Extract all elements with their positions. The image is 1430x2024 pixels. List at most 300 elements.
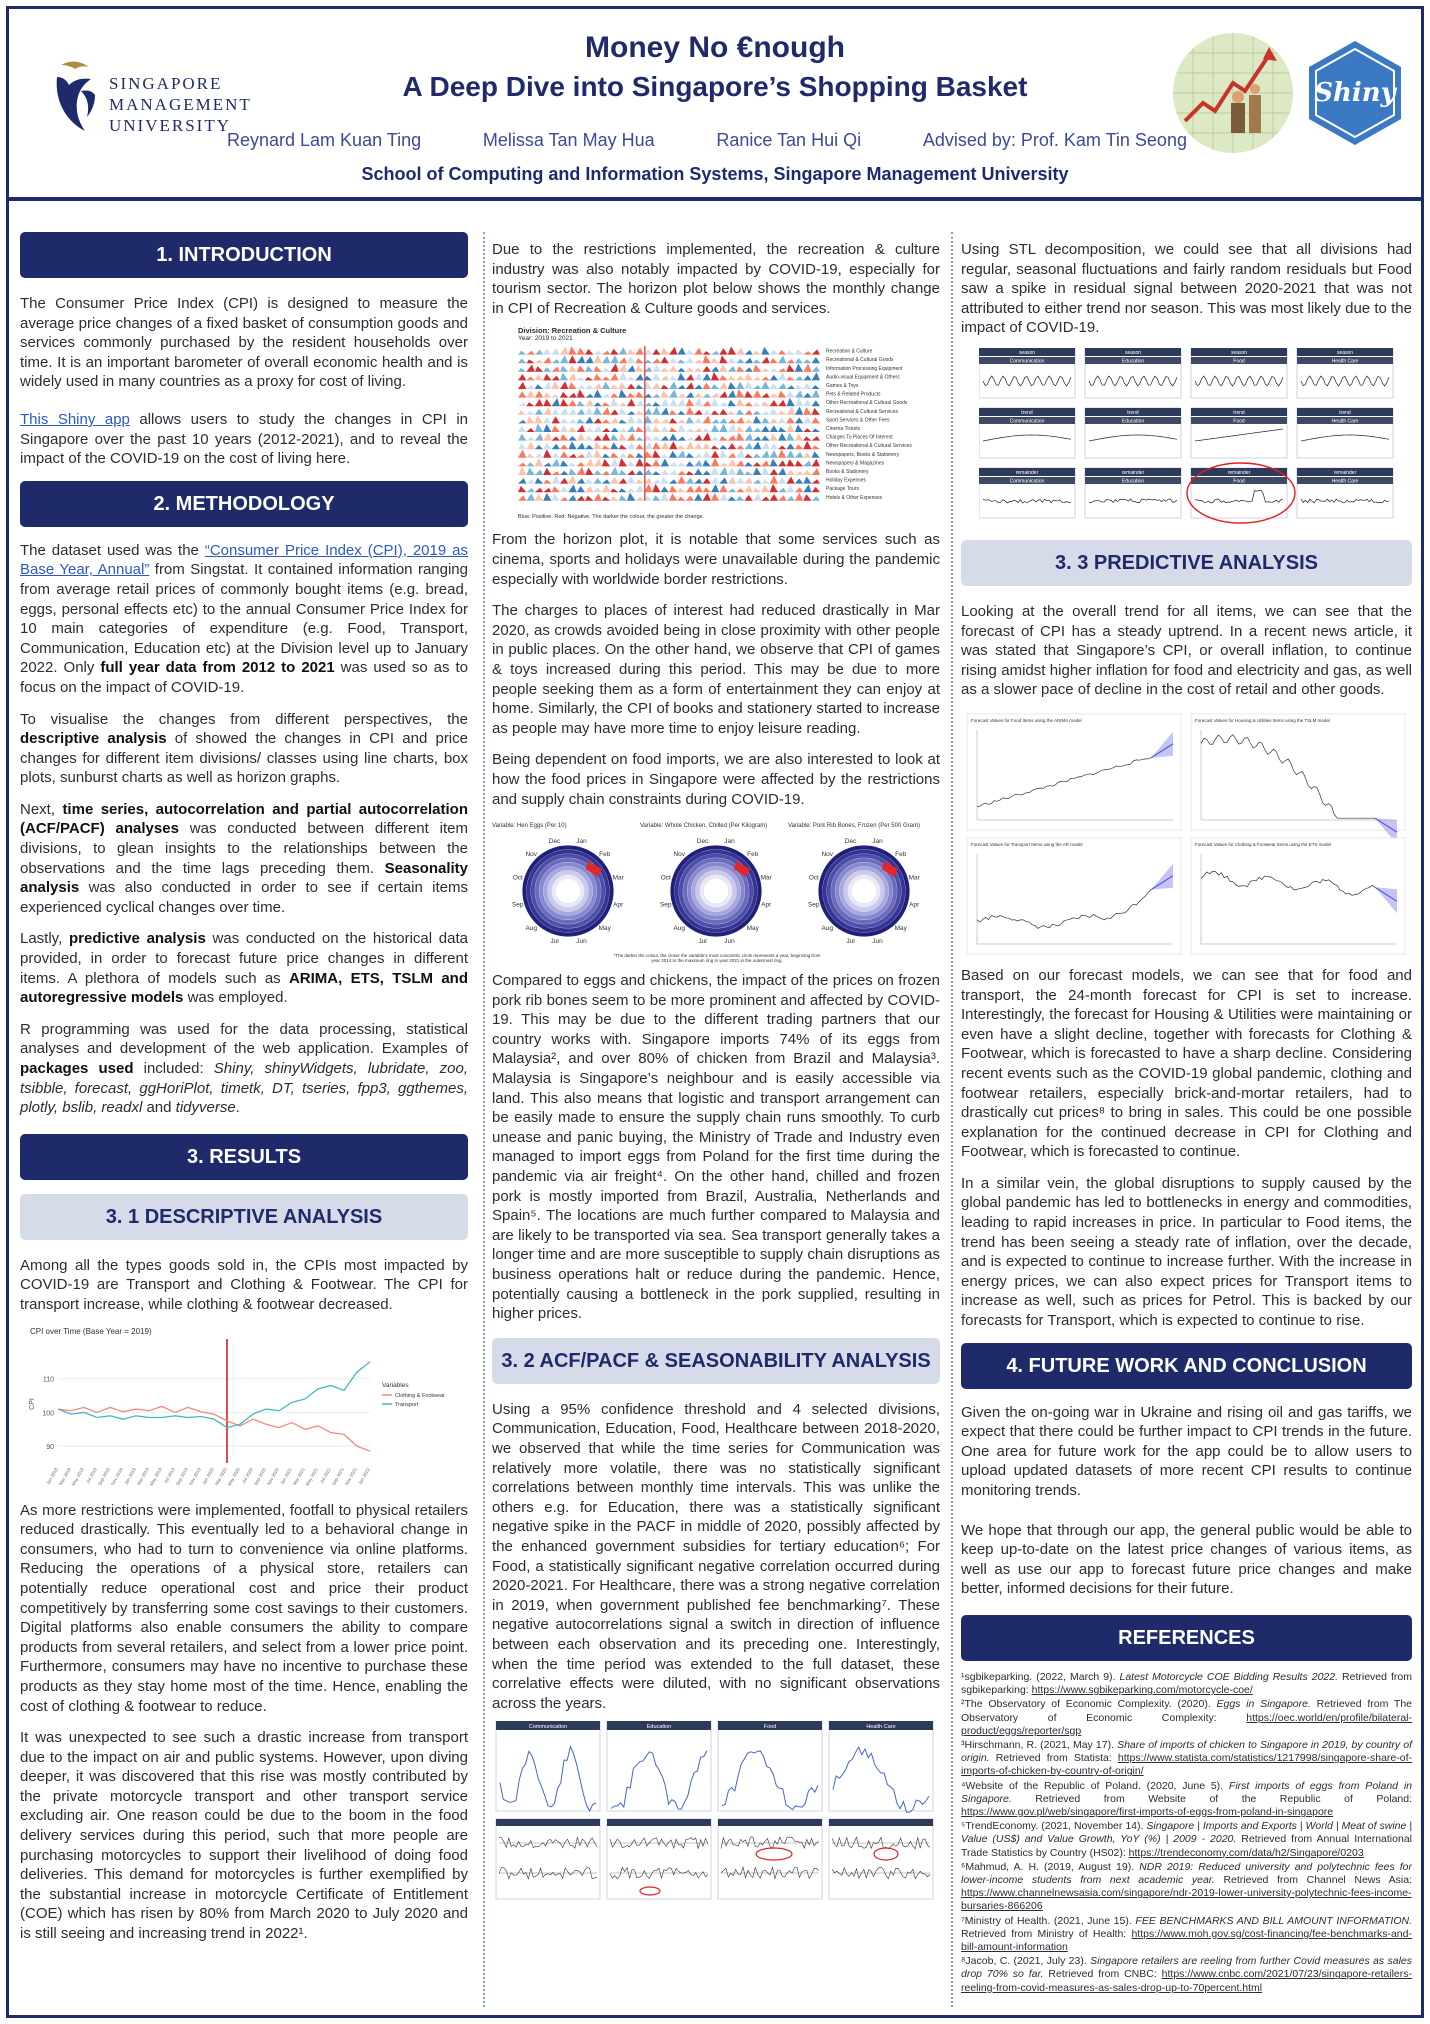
horizon-band <box>703 383 711 389</box>
horizon-band <box>795 425 803 432</box>
horizon-band <box>560 478 568 484</box>
horizon-band <box>535 399 543 406</box>
horizon-band <box>719 392 727 398</box>
horizon-band <box>803 364 811 372</box>
horizon-band <box>610 418 618 424</box>
method-p4-b: was conducted on the historical data provided, in order to forecast future price changes in different items. A plethora of models such as <box>20 930 469 987</box>
horizon-band <box>552 376 560 381</box>
horizon-band <box>585 496 593 501</box>
reference-url[interactable]: https://oec.world/en/profile/bilateral-product/eggs/reporter/sgp <box>961 1711 1412 1737</box>
horizon-band <box>711 493 719 501</box>
horizon-band <box>627 416 635 424</box>
horizon-band <box>711 451 719 458</box>
horizon-band <box>677 411 685 415</box>
horizon-band <box>560 497 568 501</box>
radial-month-label: Mar <box>612 874 624 882</box>
radial-month-label: Jun <box>872 938 883 946</box>
method-p4-bold1: predictive analysis <box>68 930 206 948</box>
horizon-band <box>786 477 794 484</box>
horizon-band <box>812 429 820 433</box>
horizon-band <box>627 349 635 355</box>
horizon-band <box>619 364 627 372</box>
horizon-band <box>535 375 543 381</box>
horizon-band <box>652 407 660 415</box>
stl-division-label: Communication <box>1009 478 1045 485</box>
horizon-band <box>795 376 803 380</box>
horizon-band <box>786 444 794 450</box>
horizon-band <box>585 400 593 406</box>
horizon-band <box>652 418 660 423</box>
horizon-band <box>610 497 618 501</box>
horizon-band <box>786 496 794 501</box>
horizon-band <box>795 385 803 389</box>
horizon-row-label: Games & Toys <box>826 383 859 390</box>
horizon-band <box>635 392 643 398</box>
horizon-band <box>543 349 551 355</box>
horizon-band <box>786 424 794 432</box>
horizon-band <box>719 356 727 364</box>
horizon-band <box>728 358 736 363</box>
horizon-band <box>812 401 820 407</box>
cpi-x-tick: Nov 2019 <box>187 1466 202 1486</box>
horizon-band <box>602 459 610 467</box>
horizon-band <box>745 478 753 484</box>
desc-paragraph-1: Among all the types goods sold in, the CPIs most impacted by COVID-19 are Transport and Clothing & Footwear. The CPI for transport increase, while clothing & footwear decreased. <box>20 1256 468 1313</box>
col3-paragraph-4: In a similar vein, the global disruptions to supply caused by the global pandemic has led to bottlenecks in energy and commodities, leading to rapid increases in price. In particular to Food items, the trend has been seeing a steady rate of inflation, over the decade, and is expected to continue to increase further. With the increase in energy prices, we can also expect prices for Transport items to increase as well, such as prices for Petrol. This is backed by our forecasts for Transport, which is expected to continue to rise. <box>961 1174 1412 1330</box>
horizon-band <box>703 460 711 467</box>
horizon-band <box>719 365 727 372</box>
horizon-band <box>568 463 576 467</box>
horizon-band <box>526 442 534 450</box>
horizon-band <box>778 400 786 406</box>
horizon-band <box>728 489 736 493</box>
horizon-band <box>728 444 736 450</box>
horizon-band <box>610 364 618 372</box>
cpi-y-tick: 100 <box>42 1409 54 1417</box>
horizon-band <box>694 494 702 501</box>
horizon-band <box>694 385 702 389</box>
horizon-band <box>753 454 761 458</box>
horizon-band <box>543 367 551 372</box>
horizon-band <box>669 462 677 466</box>
horizon-band <box>594 436 602 441</box>
horizon-band <box>594 470 602 475</box>
horizon-band <box>703 366 711 372</box>
horizon-band <box>560 426 568 433</box>
poster-header <box>9 9 1421 201</box>
horizon-band <box>703 351 711 354</box>
method-p5-bold: packages used <box>20 1060 134 1077</box>
stl-decomposition-figure <box>979 348 1399 528</box>
horizon-band <box>686 407 694 415</box>
horizon-band <box>518 420 526 423</box>
poster-title: Money No €nough <box>585 31 845 64</box>
horizon-band <box>770 451 778 458</box>
horizon-band <box>661 419 669 424</box>
horizon-band <box>745 391 753 398</box>
horizon-band <box>568 366 576 372</box>
horizon-row-label: Cinema Tickets <box>826 426 861 433</box>
reference-source: Retrieved from Channel News Asia: <box>1214 1874 1413 1887</box>
horizon-band <box>719 451 727 458</box>
stl-division-label: Education <box>1121 418 1145 425</box>
rising-chart-logo <box>1173 33 1293 153</box>
acf-bottom-panel-header <box>496 1819 600 1826</box>
radial-month-label: May <box>746 924 759 932</box>
horizon-band <box>594 442 602 450</box>
horizon-row-label: Books & Stationery <box>826 469 869 476</box>
acf-bottom-panel-header <box>829 1819 933 1826</box>
horizon-band <box>719 349 727 355</box>
horizon-band <box>518 368 526 372</box>
stl-row-label: season <box>1336 349 1354 356</box>
horizon-band <box>694 393 702 398</box>
horizon-band <box>552 472 560 476</box>
horizon-band <box>635 401 643 407</box>
col2-paragraph-1: Due to the restrictions implemented, the recreation & culture industry was also notably impacted by COVID-19, especially for tourism sector. The horizon plot below shows the monthly change in CPI of Recreation & Culture goods and services. <box>492 241 940 317</box>
horizon-band <box>719 463 727 467</box>
cpi-x-tick: May 2021 <box>304 1466 319 1487</box>
horizon-band <box>594 459 602 467</box>
col2-paragraph-6: Using a 95% confidence threshold and 4 selected divisions, Communication, Education, Food, Healthcare between 2018-2020, we observed that while the time series for Communication was relatively more volatile, there was no statistically significant correlations between monthly time intervals. This was unlike the others e.g. for Education, there was a statistically significant negative spike in the PACF in middle of 2020, possibly affected by the enhanced government subsidies for tertiary education⁶; For Food, a statistically significant negative correlation occurred during 2020-2021. For Healthcare, there was a strong negative correlation in 2019, when government published fee benchmarking⁷. These negative autocorrelations signal a switch in direction of influence between each observation and its preceding one. Interestingly, when the time period was extended to the full dataset, these correlative effects were diluted, with no significant observations across the years. <box>492 1400 940 1712</box>
horizon-row-label: Charges To Places Of Interest <box>826 434 893 441</box>
horizon-band <box>770 400 778 406</box>
horizon-band <box>786 365 794 372</box>
radial-caption: *The darker the colour, the closer the variable’s most concentric circle represents a year, beginning from year 2014 to the maximum ring in year 2021 in the outermost ring. <box>613 953 821 964</box>
horizon-band <box>761 393 769 398</box>
horizon-band <box>728 497 736 501</box>
horizon-band <box>552 349 560 355</box>
acf-top-panel-title: Education <box>646 1724 672 1731</box>
forecast-panel-title: Forecast Values for Transport Items using the AR model <box>971 841 1083 847</box>
horizon-band <box>803 400 811 407</box>
horizon-band <box>552 417 560 424</box>
horizon-band <box>786 386 794 390</box>
horizon-band <box>610 394 618 398</box>
method-p2-a: To visualise the changes from different perspectives, the <box>20 710 468 728</box>
reference-source: Retrieved from The Observatory of Economic Complexity: <box>961 1698 1413 1724</box>
horizon-band <box>677 420 685 424</box>
horizon-row-label: Hotels & Other Expenses <box>826 495 883 502</box>
reference-url[interactable]: https://www.moh.gov.sg/cost-financing/fee-benchmarks-and-bill-amount-information <box>961 1927 1412 1954</box>
horizon-band <box>652 480 660 484</box>
horizon-band <box>694 454 702 458</box>
radial-month-label: Apr <box>909 901 920 909</box>
horizon-band <box>745 358 753 363</box>
horizon-band <box>795 445 803 450</box>
author-3: Ranice Tan Hui Qi <box>716 130 862 150</box>
horizon-band <box>619 383 627 389</box>
horizon-band <box>661 436 669 441</box>
horizon-band <box>560 471 568 475</box>
radial-month-label: Oct <box>808 874 819 882</box>
horizon-band <box>585 459 593 467</box>
horizon-band <box>686 383 694 390</box>
horizon-band <box>669 347 677 355</box>
horizon-band <box>577 377 585 381</box>
cpi-line-chart <box>20 1323 468 1491</box>
horizon-band <box>677 373 685 380</box>
horizon-band <box>568 356 576 364</box>
horizon-band <box>535 366 543 372</box>
horizon-band <box>803 453 811 458</box>
forecast-panel-title: Forecast Values for Clothing & Footwear Items using the ETS model <box>1195 841 1331 847</box>
horizon-band <box>619 470 627 475</box>
horizon-band <box>812 418 820 424</box>
horizon-band <box>552 367 560 372</box>
method-p4-bold2: ARIMA, ETS, TSLM and autoregressive models <box>20 969 468 1007</box>
method-p2-b: of showed the changes in CPI and price changes for different item divisions/ classes using line charts, box plots, sunburst charts as well as horizon graphs. <box>20 730 468 787</box>
stl-division-label: Health Care <box>1331 418 1359 425</box>
horizon-band <box>652 472 660 476</box>
stl-division-label: Food <box>1233 478 1245 485</box>
horizon-band <box>761 451 769 458</box>
horizon-band <box>711 437 719 441</box>
horizon-band <box>786 433 794 441</box>
horizon-band <box>518 478 526 484</box>
horizon-band <box>812 459 820 467</box>
horizon-band <box>770 375 778 381</box>
radial-month-label: May <box>894 924 907 932</box>
reference-source: Retrieved from Annual International Trade Statistics by Country (HS02): <box>961 1833 1412 1859</box>
horizon-band <box>686 442 694 450</box>
horizon-band <box>602 356 610 363</box>
reference-url[interactable]: https://www.sgbikeparking.com/motorcycle-coe/ <box>1031 1684 1253 1697</box>
horizon-band <box>652 436 660 441</box>
method-p1-c: was used so as to focus on the impact of COVID-19. <box>20 659 469 696</box>
horizon-band <box>594 355 602 363</box>
reference-item <box>961 1820 1412 1860</box>
forecast-figure <box>961 708 1412 960</box>
reference-url[interactable]: https://www.cnbc.com/2021/07/23/singapore-retailers-reeling-from-covid-measures-as-sales-drop-up-to-70percent.html <box>961 1968 1413 1994</box>
horizon-band <box>703 429 711 433</box>
horizon-band <box>711 484 719 492</box>
horizon-band <box>786 359 794 363</box>
radial-month-label: May <box>598 924 611 932</box>
horizon-band <box>694 479 702 484</box>
horizon-band <box>694 398 702 406</box>
horizon-band <box>652 373 660 381</box>
horizon-band <box>577 478 585 484</box>
reference-url[interactable]: https://www.gov.pl/web/singapore/first-imports-of-eggs-from-poland-in-singapore <box>961 1806 1334 1818</box>
horizon-band <box>627 393 635 398</box>
horizon-band <box>786 391 794 398</box>
horizon-band <box>803 441 811 449</box>
horizon-band <box>728 420 736 424</box>
horizon-band <box>635 418 643 424</box>
horizon-band <box>577 425 585 432</box>
horizon-band <box>526 365 534 372</box>
horizon-band <box>753 442 761 450</box>
horizon-band <box>736 461 744 467</box>
horizon-band <box>543 374 551 381</box>
horizon-band <box>602 497 610 501</box>
desc-paragraph-3: It was unexpected to see such a drastic increase from transport due to the impact on air and public systems. However, upon diving deeper, it was discovered that this rise was mostly contributed by the private motorcycle transport and other transport service excluding air. One reason could be due to the boom in the food delivery services during this period, such that more people are purchasing motorcycles to support their livelihood of doing food deliveries. This demand for motorcycles is further exemplified by the substantial increase in motorcycle Certificate of Entitlement (COE) which has risen by 80% from March 2020 to July 2020 and is still seeing and increasing trend in 2022¹. <box>20 1729 468 1943</box>
horizon-band <box>526 454 534 458</box>
horizon-band <box>560 392 568 398</box>
horizon-band <box>568 409 576 415</box>
horizon-band <box>677 425 685 432</box>
horizon-band <box>677 463 685 467</box>
horizon-band <box>770 394 778 398</box>
column-separator-1 <box>483 232 485 2007</box>
horizon-band <box>535 434 543 441</box>
horizon-band <box>728 468 736 476</box>
horizon-band <box>535 445 543 449</box>
reference-url[interactable]: https://www.statista.com/statistics/1217998/singapore-share-of-imports-of-chicken-by-country-of-origin/ <box>961 1752 1412 1778</box>
cpi-x-tick: May 2020 <box>226 1466 241 1487</box>
horizon-band <box>585 479 593 484</box>
horizon-band <box>568 393 576 398</box>
horizon-band <box>711 467 719 475</box>
cpi-x-tick: Nov 2020 <box>265 1466 280 1486</box>
horizon-row-label: Sport Services & Other Fees <box>826 417 890 424</box>
acf-top-panel-title: Health Care <box>866 1724 896 1731</box>
horizon-band <box>535 470 543 475</box>
reference-url[interactable]: https://www.channelnewsasia.com/singapore/ndr-2019-lower-university-polytechnic-fees-income-bursaries-866206 <box>961 1887 1412 1913</box>
horizon-band <box>745 368 753 372</box>
horizon-row-label: Holiday Expenses <box>826 477 867 484</box>
horizon-band <box>694 435 702 441</box>
horizon-band <box>635 453 643 458</box>
horizon-band <box>728 453 736 458</box>
horizon-band <box>736 359 744 364</box>
horizon-band <box>719 375 727 380</box>
horizon-band <box>795 407 803 415</box>
horizon-band <box>745 495 753 501</box>
horizon-band <box>719 478 727 484</box>
horizon-band <box>795 349 803 355</box>
horizon-band <box>736 389 744 398</box>
cpi-x-tick: Mar 2019 <box>136 1466 150 1486</box>
horizon-band <box>602 454 610 458</box>
horizon-band <box>661 391 669 398</box>
cpi-chart-svg <box>20 1323 468 1491</box>
shiny-app-link[interactable]: This Shiny app <box>20 410 130 428</box>
horizon-band <box>770 476 778 484</box>
horizon-band <box>560 399 568 406</box>
cpi-x-tick: Sep 2020 <box>252 1466 267 1486</box>
horizon-band <box>761 442 769 449</box>
acf-pacf-figure <box>492 1721 940 1901</box>
horizon-band <box>610 477 618 484</box>
horizon-band <box>610 349 618 355</box>
horizon-plot <box>516 326 916 522</box>
horizon-band <box>719 467 727 475</box>
horizon-band <box>585 428 593 432</box>
horizon-row-label: Recreation & Culture <box>826 348 873 355</box>
horizon-row-label: Newspapers, Books & Stationery <box>826 452 900 459</box>
horizon-band <box>669 428 677 433</box>
reference-source: Retrieved from Website of the Republic of Poland: <box>1011 1792 1412 1805</box>
horizon-band <box>786 407 794 415</box>
radial-month-label: Sep <box>807 901 820 909</box>
horizon-band <box>736 445 744 449</box>
radial-month-label: Aug <box>525 924 538 932</box>
radial-month-label: Jan <box>872 837 883 845</box>
horizon-band <box>560 366 568 372</box>
horizon-band <box>568 476 576 484</box>
horizon-band <box>652 402 660 406</box>
horizon-band <box>703 478 711 484</box>
acf-header: 3. 2 ACF/PACF & SEASONABILITY ANALYSIS <box>492 1338 940 1384</box>
col3-paragraph-5: Given the on-going war in Ukraine and rising oil and gas tariffs, we expect that there could be further impact to CPI trends in the future. One area for future work for the app could be to allow users to upload updated datasets of more recent CPI results to continue monitoring trends. <box>961 1403 1412 1499</box>
radial-ring <box>850 877 878 905</box>
horizon-band <box>669 486 677 493</box>
stl-row-label: remainder <box>1333 469 1357 476</box>
horizon-band <box>803 470 811 475</box>
horizon-band <box>577 366 585 372</box>
col2-paragraph-2: From the horizon plot, it is notable that some services such as cinema, sports and holidays were unavailable during the pandemic especially with worldwide border restrictions. <box>492 531 940 588</box>
cpi-x-tick: Jan 2021 <box>279 1466 293 1486</box>
horizon-band <box>568 400 576 406</box>
horizon-band <box>543 357 551 363</box>
horizon-band <box>552 476 560 484</box>
horizon-band <box>526 391 534 398</box>
horizon-band <box>594 418 602 423</box>
forecast-panel-title: Forecast Values for Housing & Utilities Items using the TSLM model <box>1195 717 1330 723</box>
advisor: Advised by: Prof. Kam Tin Seong <box>922 130 1187 150</box>
horizon-band <box>661 368 669 372</box>
reference-item <box>961 1671 1412 1697</box>
horizon-band <box>602 394 610 398</box>
cpi-x-tick: Nov 2018 <box>109 1466 124 1486</box>
horizon-band <box>577 462 585 466</box>
horizon-band <box>795 461 803 467</box>
horizon-row-label: Other Recreational & Cultural Goods <box>826 400 908 407</box>
horizon-band <box>652 383 660 389</box>
horizon-band <box>812 487 820 492</box>
horizon-band <box>635 374 643 380</box>
horizon-band <box>669 376 677 381</box>
horizon-band <box>577 419 585 424</box>
reference-url[interactable]: https://trendeconomy.com/data/h2/Singapore/0203 <box>1128 1846 1364 1859</box>
horizon-band <box>518 444 526 450</box>
horizon-band <box>786 398 794 406</box>
horizon-band <box>711 351 719 355</box>
horizon-band <box>761 497 769 501</box>
horizon-band <box>736 348 744 355</box>
reference-author: ⁶Mahmud, A. H. (2019, August 19). <box>961 1860 1140 1873</box>
horizon-band <box>711 399 719 407</box>
radial-month-label: Feb <box>599 851 611 859</box>
col2-paragraph-3: The charges to places of interest had reduced drastically in Mar 2020, as crowds avoided being in close proximity with other people in public places. On the other hand, we observe that CPI of games & toys increased during this period. This may be due to more people seeking them as a form of entertainment they can enjoy at home. Similarly, the CPI of books and stationery started to increase as people may have more time to enjoy leisure reading. <box>492 602 940 737</box>
horizon-band <box>568 382 576 389</box>
dataset-link[interactable]: “Consumer Price Index (CPI), 2019 as Base Year, Annual” <box>20 541 468 579</box>
horizon-band <box>770 350 778 355</box>
horizon-band <box>627 399 635 407</box>
horizon-band <box>812 373 820 381</box>
horizon-band <box>761 480 769 484</box>
horizon-band <box>803 376 811 381</box>
reference-source: Retrieved from CNBC: <box>1043 1968 1162 1981</box>
horizon-band <box>753 360 761 364</box>
col3-paragraph-1: Using STL decomposition, we could see that all divisions had regular, seasonal fluctuations and fairly random residuals but Food saw a spike in residual signal between 2020-2021 that was not attributed to either trend nor season. This was most likely due to the impact of COVID-19. <box>961 241 1412 337</box>
horizon-band <box>812 469 820 476</box>
horizon-caption: Blue: Positive. Red: Negative. The darker the colour, the greater the change. <box>518 514 705 521</box>
horizon-band <box>795 452 803 458</box>
reference-title: Eggs in Singapore. <box>1216 1698 1311 1711</box>
horizon-band <box>761 347 769 355</box>
horizon-row-label: Package Tours <box>826 486 859 493</box>
horizon-band <box>778 433 786 441</box>
horizon-band <box>535 385 543 390</box>
horizon-band <box>677 488 685 492</box>
horizon-band <box>736 382 744 390</box>
horizon-band <box>728 460 736 467</box>
cpi-legend-label: Clothing & Footwear <box>395 1392 445 1399</box>
horizon-band <box>745 402 753 406</box>
